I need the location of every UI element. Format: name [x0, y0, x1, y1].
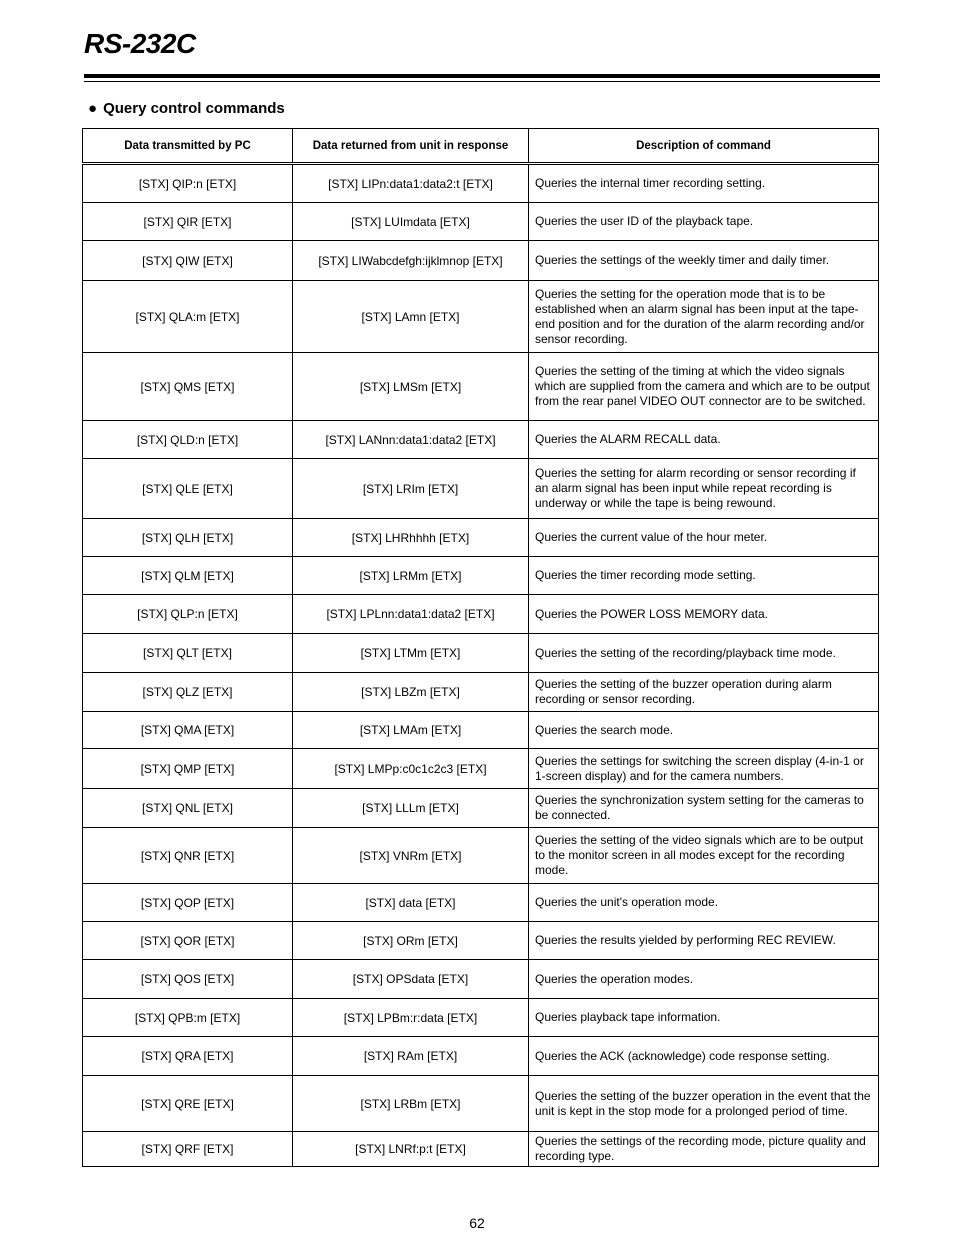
table-row	[83, 1076, 879, 1132]
cell-pc: [STX] QIP:n [ETX]	[83, 164, 293, 203]
table-row	[83, 673, 879, 712]
cell-description: Queries the settings of the recording mode, picture quality and recording type.	[529, 1132, 879, 1167]
cell-pc: [STX] QRA [ETX]	[83, 1037, 293, 1076]
cell-description: Queries the setting of the timing at which the video signals which are supplied from the camera and which are to be output from the rear panel VIDEO OUT connector are to be switched.	[529, 353, 879, 421]
cell-pc: [STX] QLD:n [ETX]	[83, 421, 293, 459]
section-heading	[88, 100, 285, 117]
cell-unit: [STX] LIPn:data1:data2:t [ETX]	[293, 164, 529, 203]
cell-description: Queries the POWER LOSS MEMORY data.	[529, 595, 879, 634]
table-row	[83, 922, 879, 960]
table-row	[83, 634, 879, 673]
table-row	[83, 828, 879, 884]
cell-unit: [STX] LPBm:r:data [ETX]	[293, 999, 529, 1037]
cell-description: Queries the current value of the hour meter.	[529, 519, 879, 557]
cell-pc: [STX] QOR [ETX]	[83, 922, 293, 960]
table-row	[83, 557, 879, 595]
page-number: 62	[469, 1215, 485, 1231]
table-row	[83, 789, 879, 828]
table-row	[83, 353, 879, 421]
table-row	[83, 1132, 879, 1167]
cell-pc: [STX] QNR [ETX]	[83, 828, 293, 884]
cell-description: Queries the ALARM RECALL data.	[529, 421, 879, 459]
cell-pc: [STX] QPB:m [ETX]	[83, 999, 293, 1037]
cell-description: Queries the operation modes.	[529, 960, 879, 999]
table-row	[83, 884, 879, 922]
cell-description: Queries the setting of the buzzer operation in the event that the unit is kept in the stop mode for a prolonged period of time.	[529, 1076, 879, 1132]
cell-description: Queries the user ID of the playback tape.	[529, 203, 879, 241]
cell-description: Queries the settings for switching the screen display (4-in-1 or 1-screen display) and for the camera numbers.	[529, 749, 879, 789]
header-pc: Data transmitted by PC	[83, 129, 293, 164]
page-title: RS-232C	[84, 28, 196, 59]
cell-unit: [STX] LBZm [ETX]	[293, 673, 529, 712]
cell-unit: [STX] data [ETX]	[293, 884, 529, 922]
cell-description: Queries the setting for the operation mode that is to be established when an alarm signal has been input at the tape-end position and for the duration of the alarm recording and/or sensor recording.	[529, 281, 879, 353]
cell-unit: [STX] LRIm [ETX]	[293, 459, 529, 519]
cell-description: Queries the internal timer recording setting.	[529, 164, 879, 203]
cell-unit: [STX] LHRhhhh [ETX]	[293, 519, 529, 557]
cell-pc: [STX] QMS [ETX]	[83, 353, 293, 421]
cell-unit: [STX] LMSm [ETX]	[293, 353, 529, 421]
cell-description: Queries the setting of the video signals which are to be output to the monitor screen in all modes except for the recording mode.	[529, 828, 879, 884]
table-row	[83, 595, 879, 634]
table-row	[83, 1037, 879, 1076]
bullet-icon: ●	[88, 100, 98, 117]
cell-pc: [STX] QLE [ETX]	[83, 459, 293, 519]
header-unit: Data returned from unit in response	[293, 129, 529, 164]
cell-unit: [STX] RAm [ETX]	[293, 1037, 529, 1076]
cell-description: Queries playback tape information.	[529, 999, 879, 1037]
cell-pc: [STX] QLH [ETX]	[83, 519, 293, 557]
header-description: Description of command	[529, 129, 879, 164]
table-row	[83, 241, 879, 281]
cell-description: Queries the ACK (acknowledge) code response setting.	[529, 1037, 879, 1076]
cell-pc: [STX] QLA:m [ETX]	[83, 281, 293, 353]
cell-unit: [STX] VNRm [ETX]	[293, 828, 529, 884]
cell-unit: [STX] LIWabcdefgh:ijklmnop [ETX]	[293, 241, 529, 281]
table-row	[83, 519, 879, 557]
table-row	[83, 203, 879, 241]
cell-description: Queries the setting of the recording/playback time mode.	[529, 634, 879, 673]
cell-unit: [STX] ORm [ETX]	[293, 922, 529, 960]
cell-description: Queries the settings of the weekly timer and daily timer.	[529, 241, 879, 281]
cell-pc: [STX] QIR [ETX]	[83, 203, 293, 241]
table-row	[83, 421, 879, 459]
cell-unit: [STX] LTMm [ETX]	[293, 634, 529, 673]
cell-pc: [STX] QIW [ETX]	[83, 241, 293, 281]
cell-unit: [STX] LNRf:p:t [ETX]	[293, 1132, 529, 1167]
cell-pc: [STX] QLM [ETX]	[83, 557, 293, 595]
cell-pc: [STX] QOP [ETX]	[83, 884, 293, 922]
cell-pc: [STX] QRE [ETX]	[83, 1076, 293, 1132]
cell-description: Queries the results yielded by performing REC REVIEW.	[529, 922, 879, 960]
cell-description: Queries the setting for alarm recording or sensor recording if an alarm signal has been input while repeat recording is underway or while the tape is being rewound.	[529, 459, 879, 519]
table-row	[83, 281, 879, 353]
cell-unit: [STX] LRBm [ETX]	[293, 1076, 529, 1132]
cell-unit: [STX] LMAm [ETX]	[293, 712, 529, 749]
cell-unit: [STX] LAmn [ETX]	[293, 281, 529, 353]
cell-unit: [STX] LLLm [ETX]	[293, 789, 529, 828]
cell-description: Queries the timer recording mode setting.	[529, 557, 879, 595]
table-row	[83, 999, 879, 1037]
title-rule-thin	[84, 81, 880, 82]
cell-unit: [STX] LANnn:data1:data2 [ETX]	[293, 421, 529, 459]
cell-description: Queries the search mode.	[529, 712, 879, 749]
cell-unit: [STX] OPSdata [ETX]	[293, 960, 529, 999]
table-row	[83, 960, 879, 999]
table-row	[83, 749, 879, 789]
cell-pc: [STX] QRF [ETX]	[83, 1132, 293, 1167]
cell-pc: [STX] QLT [ETX]	[83, 634, 293, 673]
section-heading-text: Query control commands	[103, 100, 285, 117]
cell-pc: [STX] QMP [ETX]	[83, 749, 293, 789]
title-rule-thick	[84, 74, 880, 78]
table-row	[83, 164, 879, 203]
cell-pc: [STX] QOS [ETX]	[83, 960, 293, 999]
cell-pc: [STX] QLZ [ETX]	[83, 673, 293, 712]
table-row	[83, 712, 879, 749]
cell-description: Queries the setting of the buzzer operation during alarm recording or sensor recording.	[529, 673, 879, 712]
cell-unit: [STX] LUImdata [ETX]	[293, 203, 529, 241]
cell-unit: [STX] LRMm [ETX]	[293, 557, 529, 595]
cell-description: Queries the synchronization system setting for the cameras to be connected.	[529, 789, 879, 828]
cell-pc: [STX] QNL [ETX]	[83, 789, 293, 828]
cell-pc: [STX] QMA [ETX]	[83, 712, 293, 749]
cell-description: Queries the unit's operation mode.	[529, 884, 879, 922]
table-row	[83, 459, 879, 519]
table-header-row	[83, 129, 879, 164]
cell-unit: [STX] LMPp:c0c1c2c3 [ETX]	[293, 749, 529, 789]
cell-pc: [STX] QLP:n [ETX]	[83, 595, 293, 634]
cell-unit: [STX] LPLnn:data1:data2 [ETX]	[293, 595, 529, 634]
query-command-table	[82, 128, 879, 1167]
